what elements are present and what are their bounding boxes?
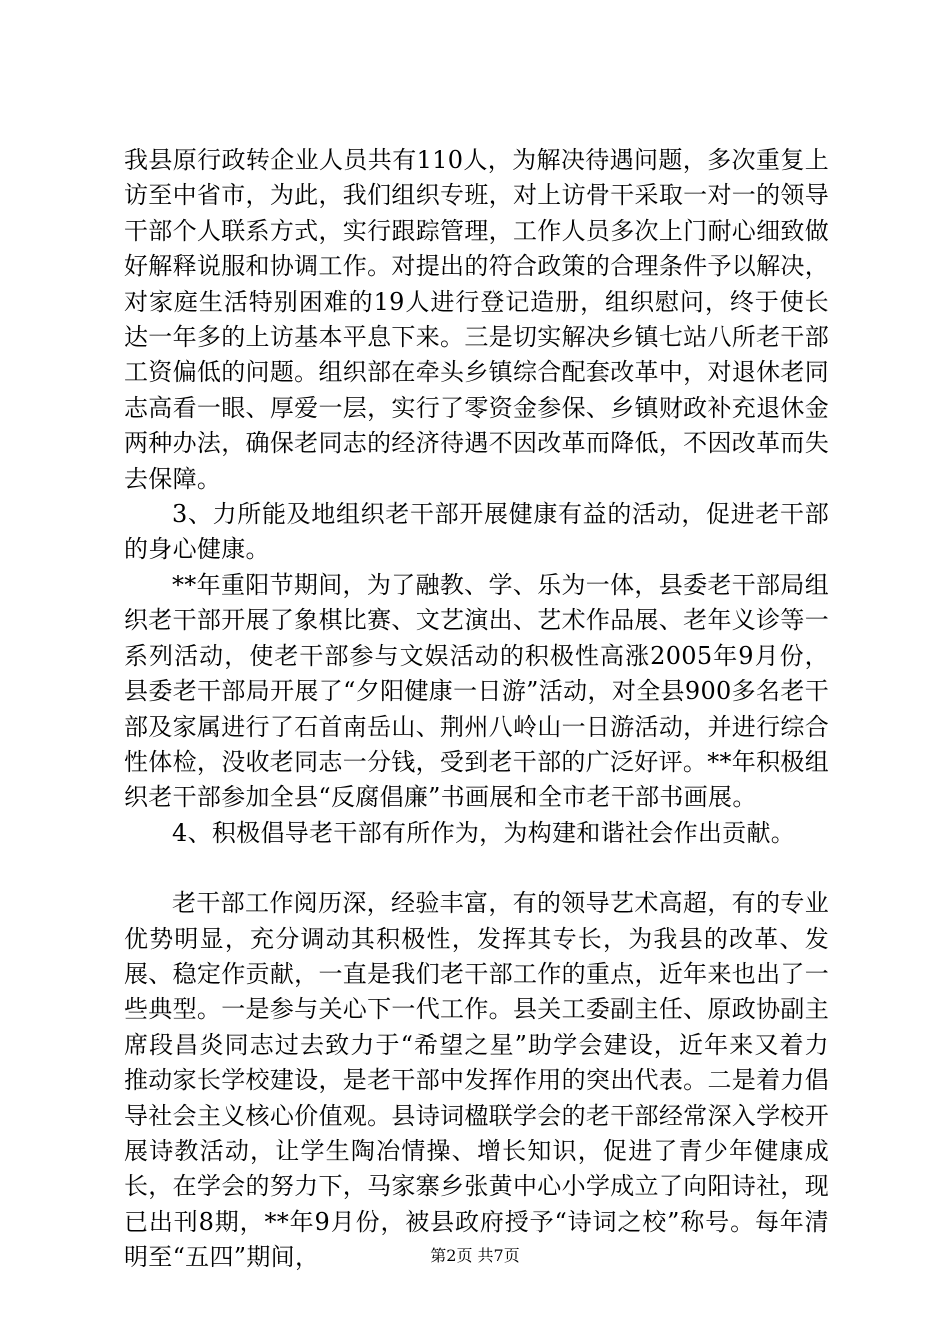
paragraph-2-heading: 3、力所能及地组织老干部开展健康有益的活动，促进老干部的身心健康。 bbox=[124, 500, 829, 564]
paragraph-3: **年重阳节期间，为了融教、学、乐为一体，县委老干部局组织老干部开展了象棋比赛、文艺演出、艺术作品展、老年义诊等一系列活动，使老干部参与文娱活动的积极性高涨2005年9月份，县委老干部局开展了“夕阳健康一日游”活动，对全县900多名老干部及家属进行了石首南岳山、荆州八岭山一日游活动，并进行综合性体检，没收老同志一分钱，受到老干部的广泛好评。**年积极组织老干部参加全县“反腐倡廉”书画展和全市老干部书画展。 bbox=[124, 570, 829, 812]
paragraph-4-heading: 4、积极倡导老干部有所作为，为构建和谐社会作出贡献。 bbox=[172, 818, 796, 847]
paragraph-spacer bbox=[124, 851, 829, 886]
document-body bbox=[124, 143, 829, 1276]
paragraph-1: 我县原行政转企业人员共有110人，为解决待遇问题，多次重复上访至中省市，为此，我们组织专班，对上访骨干采取一对一的领导干部个人联系方式，实行跟踪管理，工作人员多次上门耐心细致做好解释说服和协调工作。对提出的符合政策的合理条件予以解决，对家庭生活特别困难的19人进行登记造册，组织慰问，终于使长达一年多的上访基本平息下来。三是切实解决乡镇七站八所老干部工资偏低的问题。组织部在牵头乡镇综合配套改革中，对退休老同志高看一眼、厚爱一层，实行了零资金参保、乡镇财政补充退休金两种办法，确保老同志的经济待遇不因改革而降低，不因改革而失去保障。 bbox=[124, 146, 829, 493]
page-number-footer: 第2页 共7页 bbox=[430, 1246, 520, 1265]
paragraph-5: 老干部工作阅历深，经验丰富，有的领导艺术高超，有的专业优势明显，充分调动其积极性，发挥其专长，为我县的改革、发展、稳定作贡献，一直是我们老干部工作的重点，近年来也出了一些典型。一是参与关心下一代工作。县关工委副主任、原政协副主席段昌炎同志过去致力于“希望之星”助学会建设，近年来又着力推动家长学校建设，是老干部中发挥作用的突出代表。二是着力倡导社会主义核心价值观。县诗词楹联学会的老干部经常深入学校开展诗教活动，让学生陶冶情操、增长知识，促进了青少年健康成长，在学会的努力下，马家寨乡张黄中心小学成立了向阳诗社，现已出刊8期，**年9月份，被县政府授予“诗词之校”称号。每年清明至“五四”期间， bbox=[124, 889, 829, 1272]
